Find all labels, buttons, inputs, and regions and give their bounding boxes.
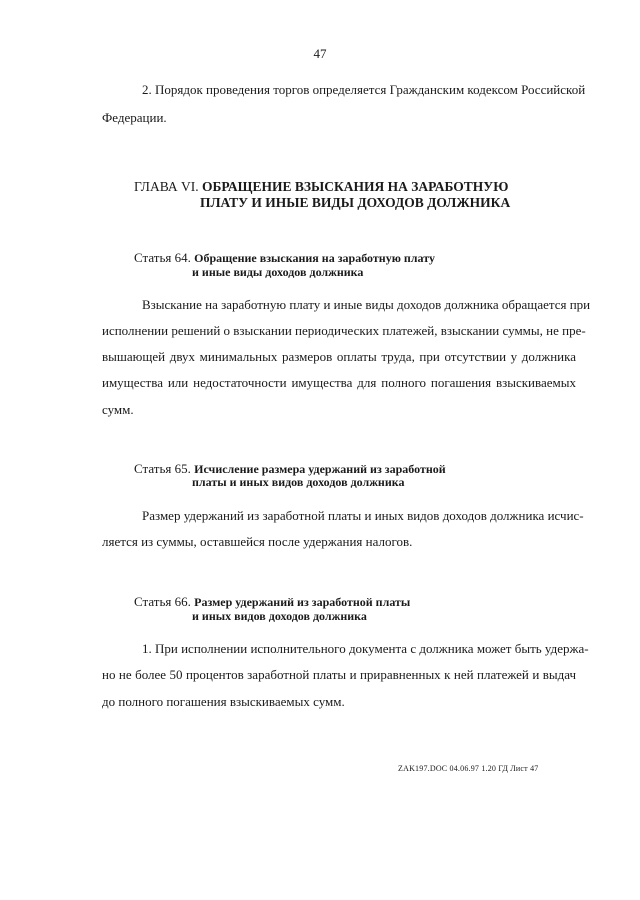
paragraph-line: 2. Порядок проведения торгов определяется Гражданским кодексом Российской: [142, 82, 586, 97]
paragraph-line: до полного погашения взыскиваемых сумм.: [102, 694, 345, 709]
paragraph-line: ляется из суммы, оставшейся после удержания налогов.: [102, 534, 413, 549]
article-65-title-line2: платы и иных видов доходов должника: [192, 475, 405, 489]
page-number: 47: [313, 46, 327, 61]
article-65-heading-line2: [192, 474, 404, 490]
article-66-heading-line2: [192, 608, 367, 624]
article-64-title-line2: и иные виды доходов должника: [192, 265, 364, 279]
chapter-heading: [134, 179, 508, 195]
article-65-title-line1: Исчисление размера удержаний из заработной: [194, 462, 446, 476]
chapter-prefix: ГЛАВА VI.: [134, 179, 199, 194]
paragraph-line: сумм.: [102, 402, 134, 417]
chapter-heading-line2: [200, 195, 510, 211]
paragraph-line: но не более 50 процентов заработной платы и приравненных к ней платежей и выдач: [102, 667, 576, 682]
article-66-title-line1: Размер удержаний из заработной платы: [194, 595, 411, 609]
paragraph-line: вышающей двух минимальных размеров оплаты труда, при отсутствии у должника: [102, 349, 576, 364]
article-66-title-line2: и иных видов доходов должника: [192, 609, 367, 623]
paragraph-line: Федерации.: [102, 110, 167, 125]
article-64-title-line1: Обращение взыскания на заработную плату: [194, 251, 435, 265]
article-64-heading-line2: [192, 264, 363, 280]
paragraph-line: имущества или недостаточности имущества для полного погашения взыскиваемых: [102, 375, 576, 390]
article-64-prefix: Статья 64.: [134, 250, 191, 265]
paragraph-line: исполнении решений о взыскании периодических платежей, взыскании суммы, не пре-: [102, 323, 586, 338]
article-65-prefix: Статья 65.: [134, 461, 191, 476]
paragraph-line: Размер удержаний из заработной платы и иных видов доходов должника исчис-: [142, 508, 584, 523]
paragraph-line: 1. При исполнении исполнительного документа с должника может быть удержа-: [142, 641, 589, 656]
chapter-title-line2: ПЛАТУ И ИНЫЕ ВИДЫ ДОХОДОВ ДОЛЖНИКА: [200, 195, 511, 210]
chapter-title-line1: ОБРАЩЕНИЕ ВЗЫСКАНИЯ НА ЗАРАБОТНУЮ: [201, 179, 509, 194]
footer-doc-id: ZAK197.DOC 04.06.97 1.20 ГД Лист 47: [398, 764, 539, 773]
paragraph-line: Взыскание на заработную плату и иные виды доходов должника обращается при: [142, 297, 591, 312]
article-66-prefix: Статья 66.: [134, 594, 191, 609]
